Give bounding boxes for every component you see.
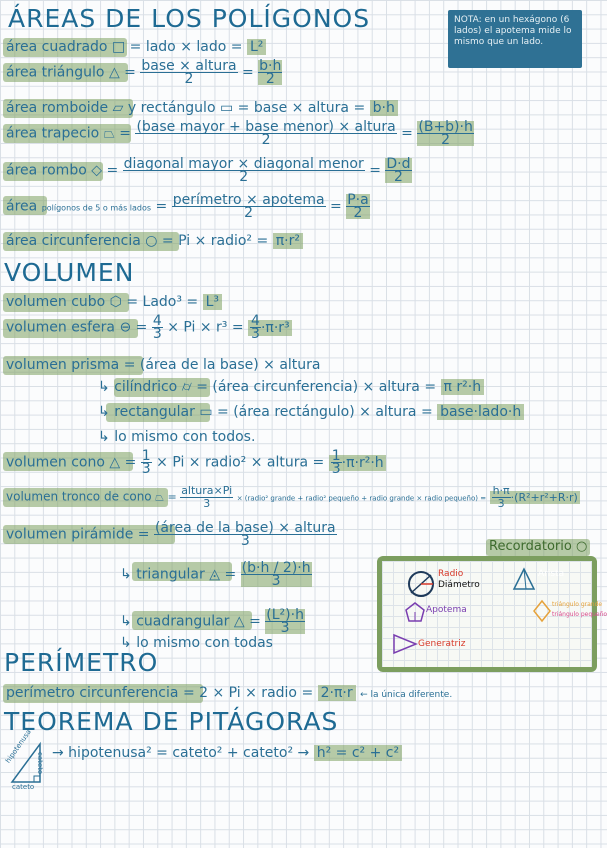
volumen-cilindrico-result: π r²·h xyxy=(441,379,485,395)
sphere-icon: ⊖ xyxy=(119,319,132,336)
area-triangulo-label: área triángulo xyxy=(6,64,105,81)
arrow-icon: ↳ xyxy=(98,379,110,395)
area-trapecio-row: área trapecio ⏢ = $\frac{\text{(base mayor + base menor) × altura}}{2}$ = $\frac{(B+b)\cdot h}{2}$ xyxy=(6,119,473,148)
area-rombo-result: $\frac{D\cdot d}{2}$ xyxy=(386,156,411,185)
circle-icon: ○ xyxy=(145,233,158,249)
area-circunferencia-formula: = Pi × radio² = xyxy=(161,233,269,249)
pitagoras-result: h² = c² + c² xyxy=(314,745,402,761)
frustum-icon: ⏢ xyxy=(155,490,164,504)
arista-label: Arista xyxy=(538,569,565,579)
arrow-icon: ↳ xyxy=(120,613,132,630)
triangulos2-label: triángulo pequeño xyxy=(552,611,607,618)
area-cuadrado-result: L² xyxy=(247,39,266,55)
volumen-cubo-result: L³ xyxy=(203,294,222,310)
volumen-prisma-label: volumen prisma xyxy=(6,357,120,373)
hipotenusa-label: hipotenusa xyxy=(4,728,33,765)
area-triangulo-result: $\frac{b\cdot h}{2}$ xyxy=(259,58,282,87)
volumen-cuadrangular-row: ↳ cuadrangular △ = $\frac{\text{(L²)·h}}{3}$ xyxy=(120,607,304,636)
parallelogram-icon: ▱ xyxy=(112,100,124,116)
volumen-title: VOLUMEN xyxy=(4,258,135,287)
area-rombo-row: área rombo ◇ = $\frac{\text{diagonal mayor × diagonal menor}}{2}$ = $\frac{D\cdot d}{2}$ xyxy=(6,156,411,185)
area-cuadrado-label: área cuadrado xyxy=(6,39,108,55)
square-icon: □ xyxy=(111,39,126,55)
area-poligonos-label: área xyxy=(6,198,38,215)
volumen-triangular-row: ↳ triangular ◬ = $\frac{(b\cdot h / 2)\cdot h}{3}$ xyxy=(120,560,311,589)
volumen-esfera-result-frac: $\frac{4}{3}$ xyxy=(251,313,260,342)
volumen-tronco-fraction: $\frac{\text{altura×Pi}}{3}$ xyxy=(181,484,233,510)
volumen-piramide-label: volumen pirámide xyxy=(6,526,134,543)
trapezoid-icon: ⏢ xyxy=(103,125,115,142)
rectangle-icon: ▭ xyxy=(219,100,234,116)
volumen-cilindrico-formula: = (área circunferencia) × altura = xyxy=(196,379,437,395)
area-romboide-row xyxy=(6,99,398,117)
generatriz-label: Generatriz xyxy=(418,639,466,649)
diametro-label: Diámetro xyxy=(438,580,480,590)
volumen-mismo2: lo mismo con todas xyxy=(136,635,273,651)
diamond-icon xyxy=(532,599,552,623)
area-poligonos-row: área polígonos de 5 o más lados = $\frac{\text{perímetro × apotema}}{2}$ = $\frac{P\cdot a}{2}$ xyxy=(6,192,369,221)
area-trapecio-label: área trapecio xyxy=(6,125,100,142)
rhombus-icon: ◇ xyxy=(91,162,103,179)
area-trapecio-result: $\frac{(B+b)\cdot h}{2}$ xyxy=(418,119,473,148)
volumen-cilindrico-label: cilíndrico xyxy=(114,379,178,395)
volumen-mismo1: lo mismo con todos. xyxy=(114,429,256,445)
volumen-cono-result-frac: $\frac{1}{3}$ xyxy=(331,448,341,477)
area-poligonos-result: $\frac{P\cdot a}{2}$ xyxy=(347,192,369,221)
recordatorio-inner xyxy=(382,561,607,667)
volumen-piramide-fraction: $\frac{\text{(área de la base) × altura}}{3}$ xyxy=(154,520,336,549)
arrow-icon: ↳ xyxy=(98,429,110,445)
arrow-icon: ↳ xyxy=(98,404,110,420)
recordatorio-box xyxy=(377,556,607,672)
pyramid-icon: ◬ xyxy=(209,566,220,583)
volumen-rectangular-formula: = (área rectángulo) × altura = xyxy=(217,404,433,420)
note-text: NOTA: en un hexágono (6 lados) el apotema mide lo mismo que un lado. xyxy=(454,15,572,47)
cylinder-icon: ⌭ xyxy=(181,379,192,395)
perimetro-row xyxy=(6,684,452,704)
volumen-cubo-formula: = Lado³ = xyxy=(126,294,199,310)
volumen-rectangular-result: base·lado·h xyxy=(437,404,524,420)
volumen-esfera-formula: × Pi × r³ = xyxy=(167,319,244,336)
cateto-label-2: cateto xyxy=(12,783,35,791)
area-triangulo-fraction: $\frac{\text{base × altura}}{2}$ xyxy=(141,58,237,87)
radio-label: Radio xyxy=(438,569,464,579)
pitagoras-title: TEOREMA DE PITÁGORAS xyxy=(4,707,339,736)
arrow-icon: ↳ xyxy=(120,635,132,651)
cateto-label-1: cateto xyxy=(36,752,44,775)
area-poligonos-fraction: $\frac{\text{perímetro × apotema}}{2}$ xyxy=(172,192,325,221)
area-romboide-result: b·h xyxy=(370,100,398,116)
volumen-cono-fraction: $\frac{1}{3}$ xyxy=(141,448,151,477)
volumen-mismo1-row xyxy=(98,428,255,446)
note-box xyxy=(448,10,582,68)
circle-icon: ○ xyxy=(571,539,588,554)
area-rombo-label: área rombo xyxy=(6,162,87,179)
volumen-cubo-label: volumen cubo xyxy=(6,294,106,310)
volumen-esfera-result: ·π·r³ xyxy=(260,319,290,336)
area-circunferencia-label: área circunferencia xyxy=(6,233,141,249)
apotema-label: Apotema xyxy=(426,605,467,615)
perimetro-title: PERÍMETRO xyxy=(4,648,159,677)
pyramid-arista-icon xyxy=(512,567,536,591)
circle-diagram-icon xyxy=(406,569,436,599)
triangle-icon: △ xyxy=(108,64,120,81)
page-title: ÁREAS DE LOS POLÍGONOS xyxy=(8,4,371,33)
perimetro-note: ← la única diferente. xyxy=(360,690,453,700)
perimetro-label: perímetro circunferencia xyxy=(6,685,179,701)
area-rombo-fraction: $\frac{\text{diagonal mayor × diagonal menor}}{2}$ xyxy=(123,156,364,185)
volumen-esfera-result-box xyxy=(248,313,292,342)
perimetro-formula: = 2 × Pi × radio = xyxy=(182,685,314,701)
area-cuadrado-formula: = lado × lado = xyxy=(129,39,243,55)
area-romboide-mid: y rectángulo xyxy=(127,100,216,116)
volumen-cilindrico-row xyxy=(98,378,484,396)
volumen-triangular-result: $\frac{(b\cdot h / 2)\cdot h}{3}$ xyxy=(241,560,311,589)
volumen-rectangular-row xyxy=(98,403,524,421)
volumen-piramide-row: volumen pirámide = $\frac{\text{(área de la base) × altura}}{3}$ xyxy=(6,520,336,549)
cone-generatriz-icon xyxy=(392,633,418,655)
volumen-prisma-row xyxy=(6,356,321,374)
volumen-cono-row: volumen cono △ = $\frac{1}{3}$ × Pi × radio² × altura = $\frac{1}{3}$ ·π·r²·h xyxy=(6,448,384,477)
perimetro-result: 2·π·r xyxy=(318,685,356,701)
volumen-triangular-label: triangular xyxy=(136,566,205,583)
area-trapecio-fraction: $\frac{\text{(base mayor + base menor) × altura}}{2}$ xyxy=(136,119,396,148)
area-circunferencia-result: π·r² xyxy=(273,233,303,249)
volumen-cuadrangular-label: cuadrangular xyxy=(136,613,230,630)
volumen-cuadrangular-result: $\frac{\text{(L²)·h}}{3}$ xyxy=(266,607,304,636)
cube-icon: ⬡ xyxy=(109,294,122,310)
volumen-tronco-result: ·(R²+r²+R·r) xyxy=(510,490,578,504)
volumen-rectangular-label: rectangular xyxy=(114,404,195,420)
volumen-tronco-result-box xyxy=(490,484,580,510)
cone-icon: △ xyxy=(109,454,121,471)
volumen-cono-result-box xyxy=(329,448,386,477)
volumen-tronco-result-frac: $\frac{h\cdot\pi}{3}$ xyxy=(492,484,510,510)
area-romboide-formula: = base × altura = xyxy=(237,100,366,116)
volumen-cubo-row xyxy=(6,293,222,311)
volumen-tronco-label: volumen tronco de cono xyxy=(6,489,152,504)
area-poligonos-small: polígonos de 5 o más lados xyxy=(41,203,152,213)
volumen-cono-label: volumen cono xyxy=(6,454,105,471)
volumen-cono-result: ·π·r²·h xyxy=(341,454,384,471)
area-circunferencia-row xyxy=(6,232,303,250)
pentagon-apotema-icon xyxy=(404,601,426,623)
volumen-esfera-row: volumen esfera ⊖ = $\frac{4}{3}$ × Pi × r³ = $\frac{4}{3}$ ·π·r³ xyxy=(6,313,290,342)
box-icon: ▭ xyxy=(199,404,213,420)
volumen-prisma-formula: = (área de la base) × altura xyxy=(123,357,321,373)
volumen-tronco-row: volumen tronco de cono ⏢ = $\frac{\text{altura×Pi}}{3}$ × (radio² grande + radio² pequeño + radio grande × radio pequeño) = $\frac{h\cdot\pi}{3}$ ·(R²+r²+R·r) xyxy=(6,484,578,510)
recordatorio-title: Recordatorio ○ xyxy=(489,539,588,554)
area-cuadrado-row xyxy=(6,38,266,56)
volumen-esfera-fraction: $\frac{4}{3}$ xyxy=(152,313,162,342)
volumen-cono-formula: × Pi × radio² × altura = xyxy=(156,454,325,471)
square-pyramid-icon: △ xyxy=(233,613,245,630)
area-triangulo-row: área triángulo △ = $\frac{\text{base × altura}}{2}$ = $\frac{b\cdot h}{2}$ xyxy=(6,58,282,87)
pitagoras-row xyxy=(52,744,402,762)
pitagoras-formula: → hipotenusa² = cateto² + cateto² → xyxy=(52,745,310,761)
area-romboide-label: área romboide xyxy=(6,100,109,116)
triangulos-label: triángulo grande xyxy=(552,601,603,608)
volumen-tronco-mid: × (radio² grande + radio² pequeño + radio grande × radio pequeño) = xyxy=(236,494,487,503)
arrow-icon: ↳ xyxy=(120,566,132,583)
volumen-esfera-label: volumen esfera xyxy=(6,319,115,336)
